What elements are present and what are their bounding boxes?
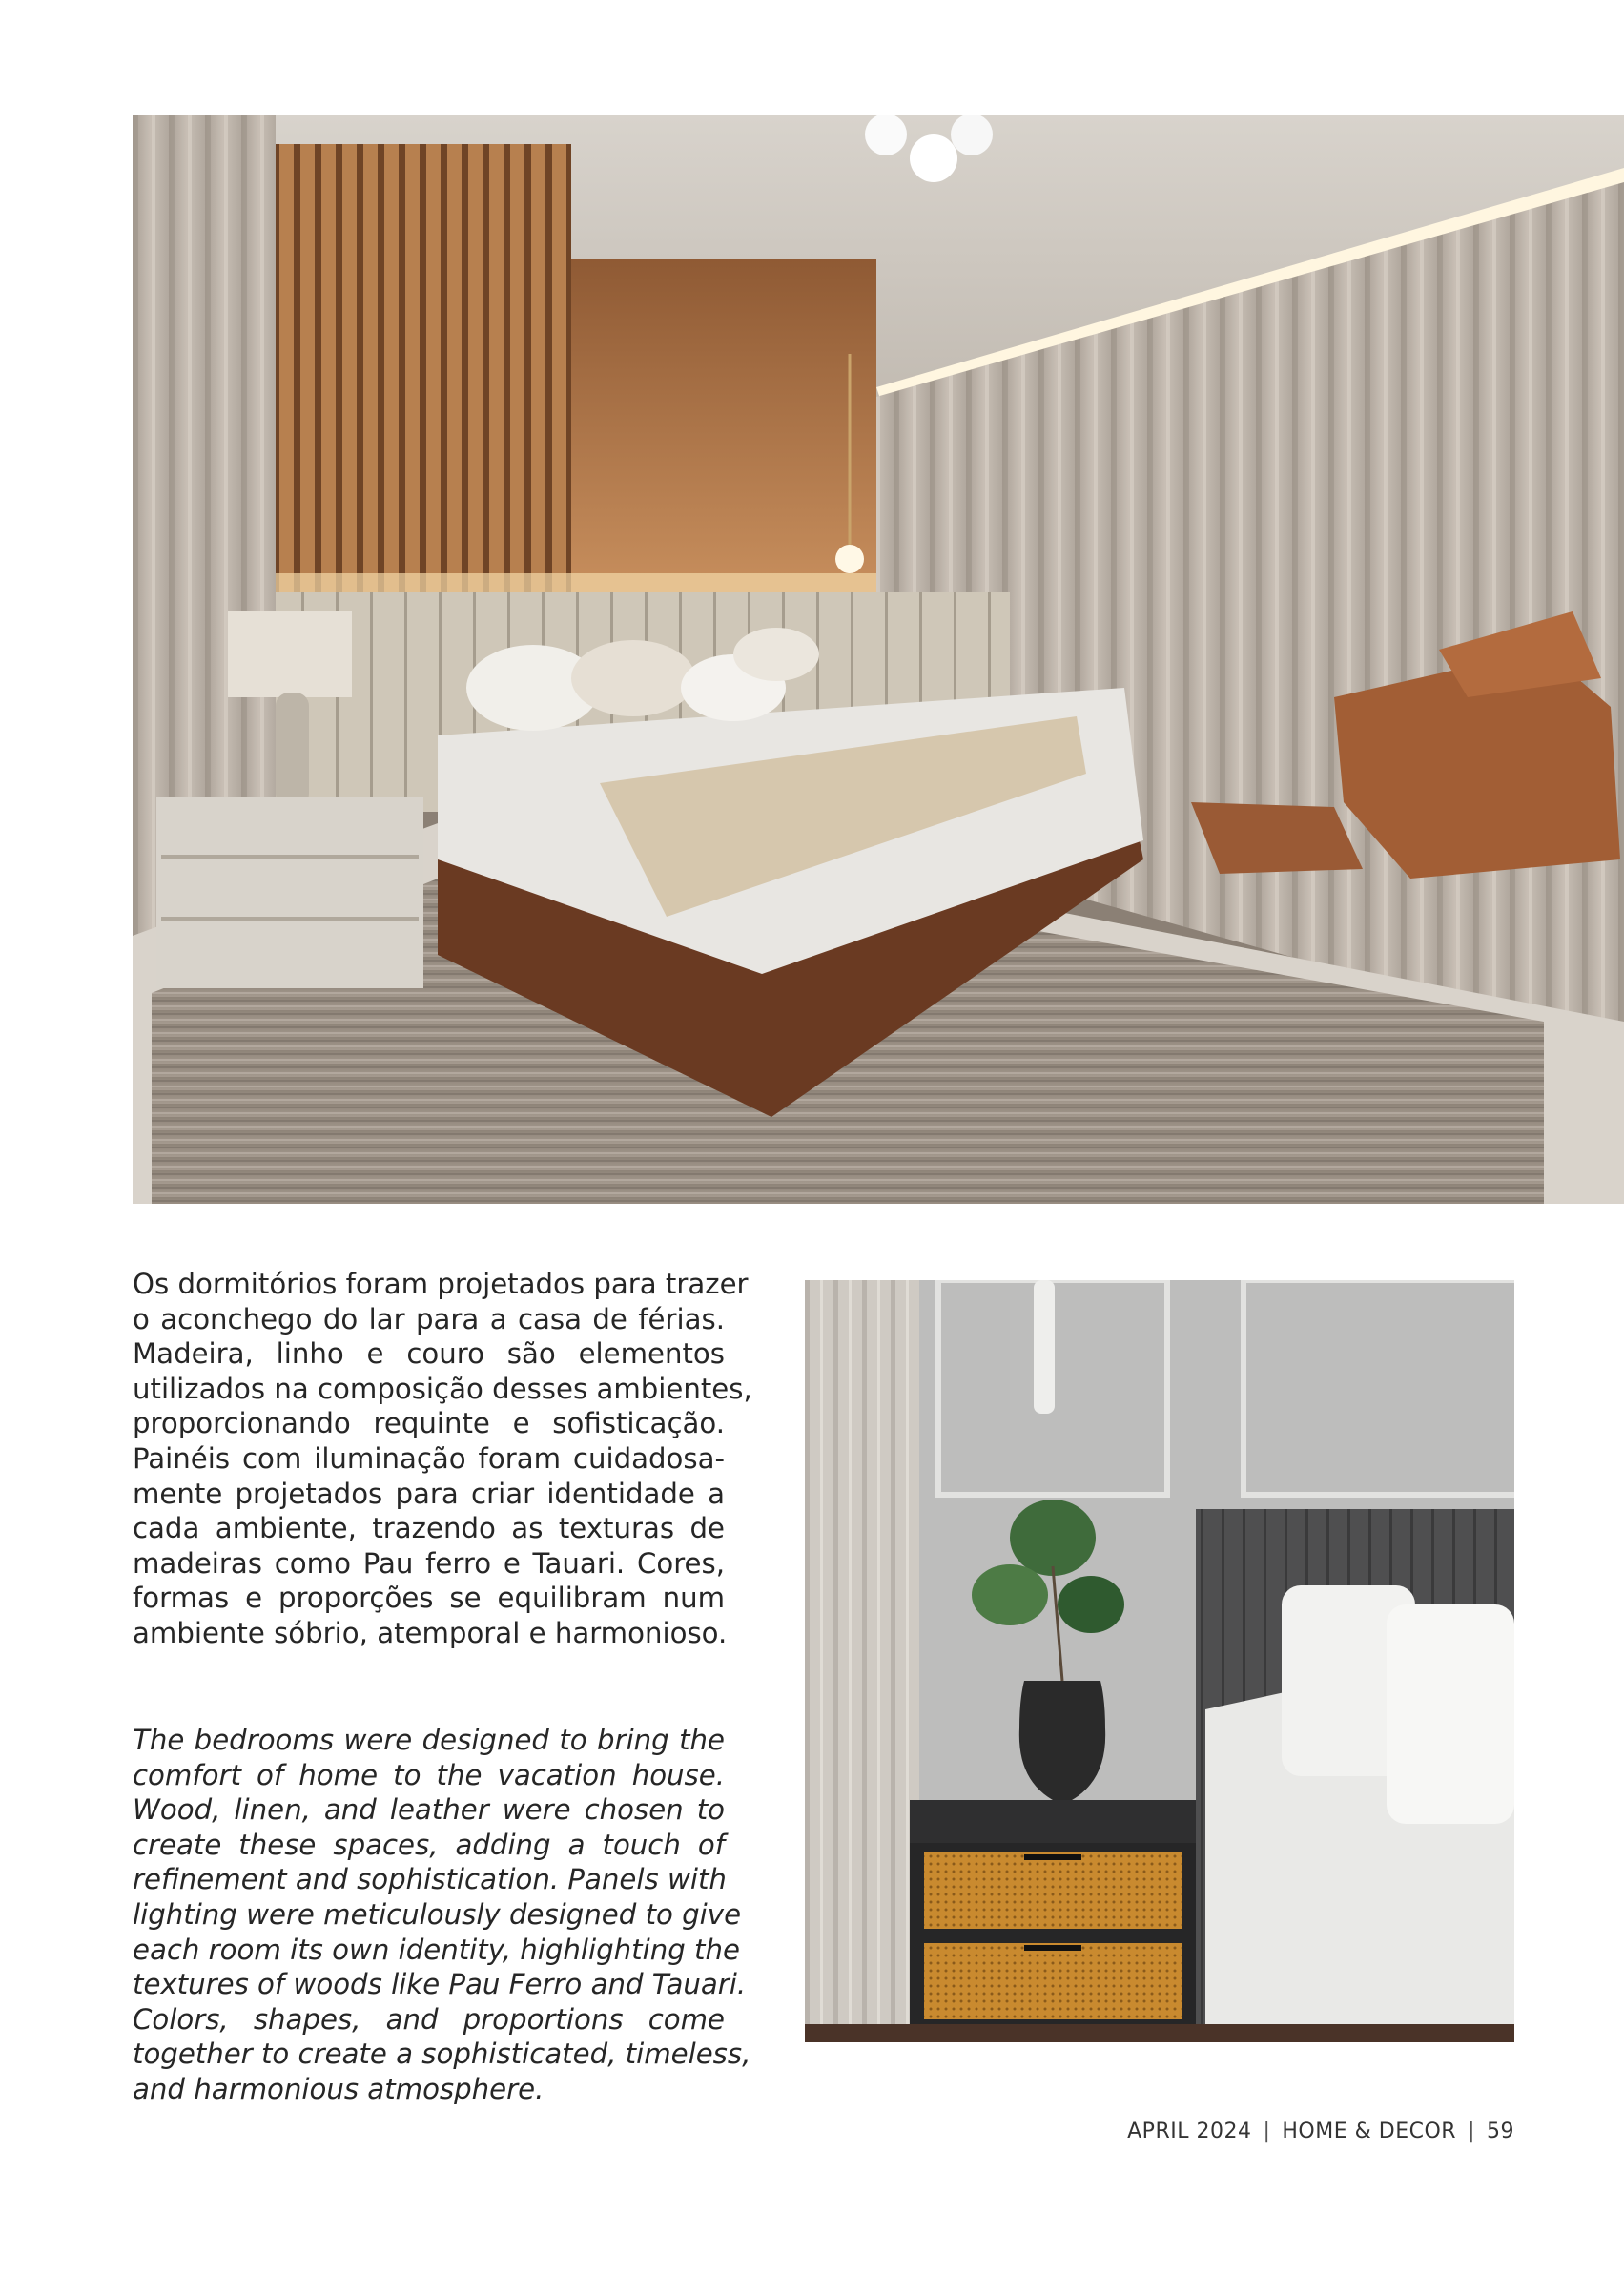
text-line: and harmonious atmosphere.: [133, 2072, 545, 2105]
text-line: Colors, shapes, and proportions come: [133, 2002, 725, 2036]
text-line: refinement and sophistication. Panels with: [133, 1863, 727, 1896]
bedroom-illustration: [133, 115, 1624, 1204]
nightstand-photo: [805, 1280, 1514, 2042]
page-footer: [1127, 2120, 1514, 2143]
text-line: each room its own identity, highlighting the: [133, 1933, 740, 1966]
text-line: madeiras como Pau ferro e Tauari. Cores,: [133, 1546, 725, 1580]
text-line: textures of woods like Pau Ferro and Tauari.: [133, 1968, 747, 2001]
text-line: comfort of home to the vacation house.: [133, 1758, 725, 1791]
footer-separator: |: [1263, 2120, 1271, 2143]
text-line: ambiente sóbrio, atemporal e harmonioso.: [133, 1616, 728, 1649]
footer-separator: |: [1468, 2120, 1475, 2143]
text-line: mente projetados para criar identidade a: [133, 1477, 725, 1510]
text-line: The bedrooms were designed to bring the: [133, 1724, 725, 1756]
text-line: together to create a sophisticated, timeless,: [133, 2038, 751, 2071]
text-line: cada ambiente, trazendo as texturas de: [133, 1512, 725, 1545]
text-line: Madeira, linho e couro são elementos: [133, 1337, 725, 1371]
text-line: Painéis com iluminação foram cuidadosa-: [133, 1441, 725, 1475]
body-text-portuguese: [133, 1267, 752, 1651]
body-text-english: [133, 1723, 751, 2107]
text-line: formas e proporções se equilibram num: [133, 1582, 725, 1615]
page-number: 59: [1487, 2120, 1514, 2143]
issue-date: APRIL 2024: [1127, 2120, 1252, 2143]
text-line: lighting were meticulously designed to give: [133, 1897, 742, 1931]
nightstand-illustration: [805, 1280, 1514, 2042]
bedroom-photo: [133, 115, 1624, 1204]
text-line: Wood, linen, and leather were chosen to: [133, 1793, 725, 1827]
text-line: utilizados na composição desses ambientes,: [133, 1372, 752, 1405]
magazine-name: HOME & DECOR: [1282, 2120, 1457, 2143]
text-line: Os dormitórios foram projetados para trazer: [133, 1268, 749, 1300]
text-line: o aconchego do lar para a casa de férias.: [133, 1302, 725, 1335]
text-line: proporcionando requinte e sofisticação.: [133, 1407, 725, 1440]
text-line: create these spaces, adding a touch of: [133, 1828, 725, 1861]
